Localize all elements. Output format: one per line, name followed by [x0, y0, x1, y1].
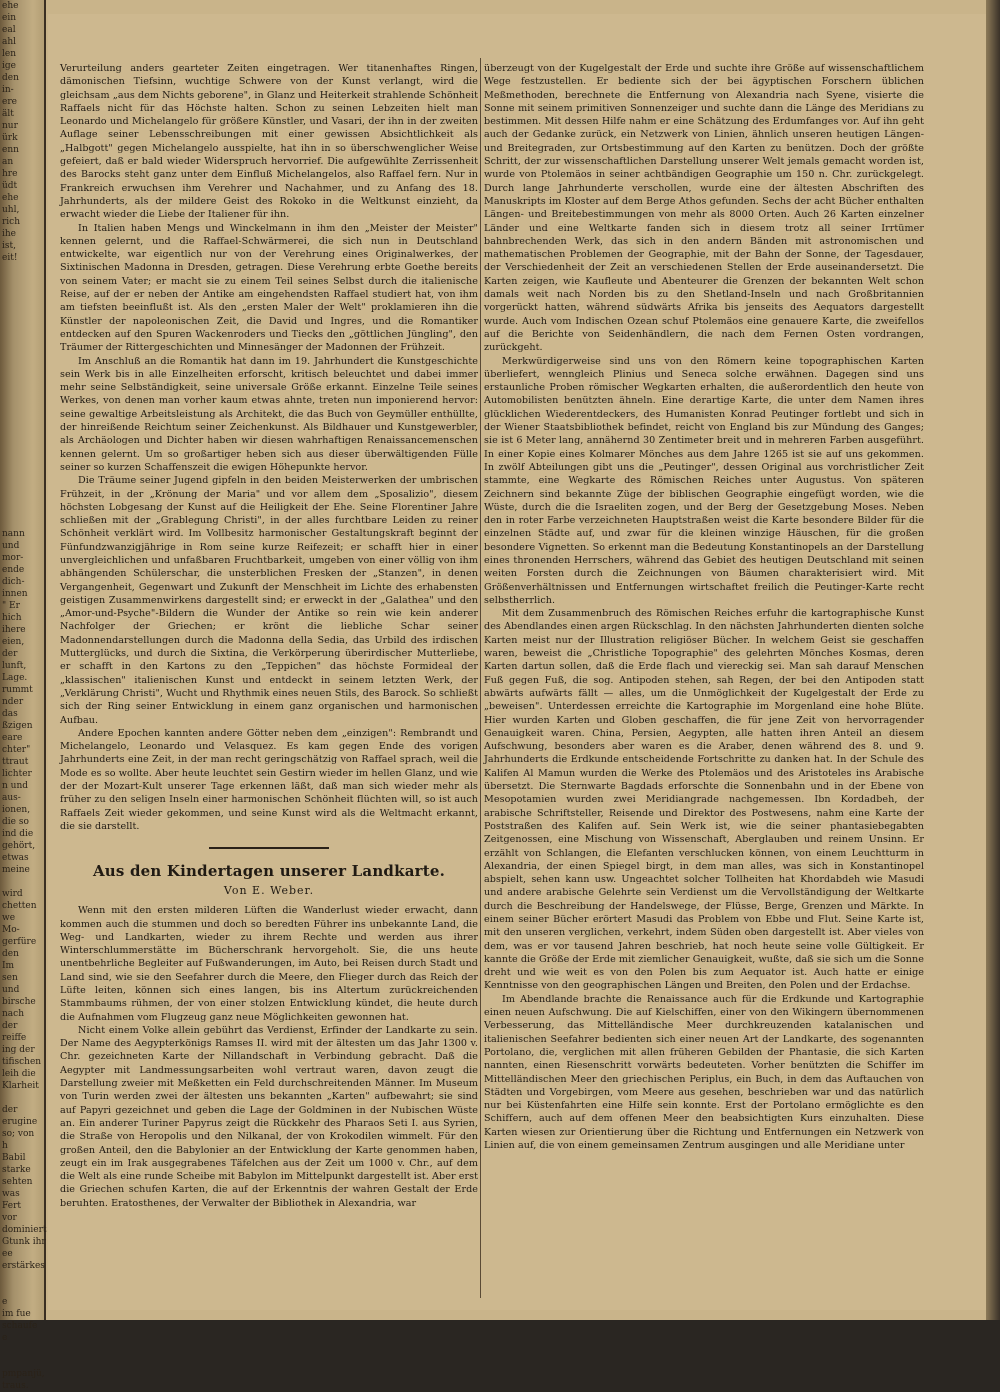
margin-fragment: nann	[2, 529, 25, 539]
margin-fragment: ere	[2, 97, 17, 107]
margin-fragment: und	[2, 541, 20, 551]
margin-fragment: innen	[2, 589, 28, 599]
margin-fragment: rummt	[2, 685, 33, 695]
margin-fragment: Fert	[2, 1201, 21, 1211]
margin-fragment: nach	[2, 1009, 24, 1019]
margin-fragment: ehe	[2, 1, 19, 11]
margin-fragment: Mo-	[2, 925, 20, 935]
margin-fragment: ing der	[2, 1045, 35, 1055]
margin-fragment: e	[2, 1297, 8, 1307]
margin-fragment: eien,	[2, 637, 25, 647]
margin-fragment: nder	[2, 697, 24, 707]
margin-fragment: ind die	[2, 829, 34, 839]
page-edge-shadow	[986, 0, 1000, 1320]
margin-fragment: uhl,	[2, 205, 20, 215]
margin-fragment	[0, 348, 44, 360]
column-divider	[480, 58, 481, 1298]
paragraph: Andere Epochen kannten andere Götter neben dem „einzigen": Rembrandt und Michelangelo, Leonardo und Velasquez. Es kam gegen Ende des vorigen Jahrhunderts eine Zeit, in der man recht geringschätzig von Raffael sprach, weil die Mode es so wollte. Aber heute leuchtet sein Gestirn wieder im hellen Glanz, und wie der der Mozart-Kult unserer Tage erkennen läßt, daß man sich wieder mehr als früher zu den seligen Inseln einer harmonischen Schönheit flüchten will, so ist auch Raffaels Zeit wieder gekommen, und seine Kunst wird als die Weltmacht erkannt, die sie darstellt.	[60, 727, 478, 832]
margin-fragment	[0, 1272, 44, 1284]
margin-fragment: chetten	[2, 901, 37, 911]
article-headline: Aus den Kindertagen unserer Landkarte.	[92, 862, 446, 881]
margin-fragment: ist,	[2, 241, 16, 251]
margin-fragment: e	[2, 1333, 8, 1343]
margin-fragment	[0, 420, 44, 432]
right-column	[484, 62, 924, 1152]
margin-fragment	[0, 408, 44, 420]
margin-fragment: ahl	[2, 37, 17, 47]
margin-fragment: vor	[2, 1213, 17, 1223]
margin-fragment: schaufe	[2, 1321, 38, 1331]
margin-fragment	[0, 444, 44, 456]
paragraph: Nicht einem Volke allein gebührt das Verdienst, Erfinder der Landkarte zu sein. Der Name des Aegypterkönigs Ramses II. wird mit der ältesten um das Jahr 1300 v. Chr. gezeichneten Karte der Nillandschaft in Verbindung gebracht. Daß die Aegypter mit Landmessungsarbeiten wohl vertraut waren, davon zeugt die Darstellung zweier mit Meßketten ein Feld durchschreitenden Männer. Im Museum von Turin werden zwei der ältesten uns bekannten „Karten" aufbewahrt; sie sind auf Papyri gezeichnet und geben die Lage der Goldminen in der Nubischen Wüste an. Ein anderer Turiner Papyrus zeigt die Rückkehr des Pharaos Seti I. aus Syrien, die Straße von Heropolis und den Nilkanal, der von Krokodilen wimmelt. Für den großen Anteil, den die Babylonier an der Entwicklung der Karte genommen haben, zeugt ein im Irak ausgegrabenes Täfelchen aus der Zeit um 1000 v. Chr., auf dem die Welt als eine runde Scheibe mit Babylon im Mittelpunkt dargestellt ist. Aber erst die Griechen schufen Karten, die auf der Erkenntnis der wahren Gestalt der Erde beruhten. Eratosthenes, der Verwalter der Bibliothek in Alexandria, war	[60, 1024, 478, 1209]
margin-fragment: ürk	[2, 133, 18, 143]
margin-fragment	[0, 360, 44, 372]
margin-fragment	[0, 504, 44, 516]
margin-fragment: ält	[2, 109, 14, 119]
margin-fragment: reiffe	[2, 1033, 27, 1043]
margin-fragment	[0, 372, 44, 384]
margin-fragment	[0, 324, 44, 336]
margin-fragment: hre	[2, 169, 18, 179]
margin-fragment: erstärkes	[2, 1261, 45, 1271]
paragraph: Verurteilung anders gearteter Zeiten eingetragen. Wer titanenhaftes Ringen, dämonischen Tiefsinn, wuchtige Schwere von der Kunst verlangt, wird die gleichsam „aus dem Nichts geborene", in Glanz und Heiterkeit strahlende Schönheit Raffaels nicht für das Höchste halten. Schon zu seinen Lebzeiten hielt man Leonardo und Michelangelo für größere Künstler, und Vasari, der ihn in der zweiten Auflage seiner Lebensschreibungen mit einer gewissen Absichtlichkeit als „Halbgott" gegen Michelangelo ausspielte, hat ihn in so überschwenglicher Weise gefeiert, daß er bald wieder Widerspruch hervorrief. Die aufgewühlte Zerrissenheit des Barocks steht ganz unter dem Einfluß Michelangelos, also Raffael fern. Nur in Frankreich erwuchsen ihm Verehrer und Nachahmer, und zu Anfang des 18. Jahrhunderts, als der mildere Geist des Rokoko in die Weltkunst einzieht, da erwacht wieder die Liebe der Italiener für ihn.	[60, 63, 478, 221]
margin-fragment	[0, 264, 44, 276]
margin-fragment	[0, 312, 44, 324]
raffael-article-continuation	[60, 62, 478, 833]
margin-fragment: eal	[2, 25, 16, 35]
margin-fragment: wird	[2, 889, 23, 899]
margin-fragment: starke	[2, 1165, 31, 1175]
margin-fragment: " Er	[2, 601, 20, 611]
margin-fragment: len	[2, 49, 17, 59]
margin-fragment: birsche	[2, 997, 36, 1007]
margin-fragment: ßzigen	[2, 721, 33, 731]
margin-fragment: traus.	[2, 1381, 29, 1391]
margin-fragment: ionen,	[2, 805, 31, 815]
margin-fragment	[0, 1344, 44, 1356]
margin-fragment	[0, 456, 44, 468]
margin-fragment: ihere	[2, 625, 26, 635]
margin-fragment: ein	[2, 13, 17, 23]
margin-fragment	[0, 876, 44, 888]
margin-fragment: sen	[2, 973, 18, 983]
margin-fragment: gerfüre	[2, 937, 37, 947]
margin-fragment: was	[2, 1189, 20, 1199]
margin-fragment: erugine	[2, 1117, 38, 1127]
margin-fragment: h	[2, 1141, 8, 1151]
margin-fragment: hich	[2, 613, 22, 623]
margin-fragment	[0, 1092, 44, 1104]
margin-fragment: enn	[2, 145, 19, 155]
margin-fragment: ee	[2, 1249, 13, 1259]
paragraph: Merkwürdigerweise sind uns von den Römern keine topographischen Karten überliefert, wenngleich Plinius und Seneca solche erwähnen. Dagegen sind uns erstaunliche Proben römischer Wegkarten erhalten, die außerordentlich den heute von Automobilisten benützten ähneln. Eine derartige Karte, die unter dem Namen ihres glücklichen Wiederentdeckers, des Humanisten Konrad Peutinger fortlebt und sich in der Wiener Staatsbibliothek befindet, reicht von England bis zur Mündung des Ganges; sie ist 6 Meter lang, annähernd 30 Zentimeter breit und in mehreren Farben ausgeführt. In einer Kopie eines Kolmarer Mönches aus dem Jahre 1265 ist sie auf uns gekommen. In zwölf Abteilungen gibt uns die „Peutinger", dessen Original aus vorchristlicher Zeit stammte, eine Wegkarte des Römischen Reiches unter Augustus. Von späteren Zeichnern sind bekannte Züge der biblischen Geographie eingefügt worden, wie die Wüste, durch die die Israeliten zogen, und der Berg der Gesetzgebung Moses. Neben den in roter Farbe verzeichneten Hauptstraßen weist die Karte besondere Bilder für die einzelnen Städte auf, und zwar für die kleinen winzige Häuschen, für die großen besondere Vignetten. So erkennt man die Bedeutung Konstantinopels an der Darstellung eines thronenden Herrschers, während das Gebiet des heutigen Deutschland mit seinen weiten Forsten durch die Zeichnungen von Bäumen charakterisiert wird. Mit Größenverhältnissen und Entfernungen wirtschaftet freilich die Peutinger-Karte recht selbstherrlich.	[484, 355, 924, 606]
margin-fragment	[0, 276, 44, 288]
margin-fragment: der	[2, 1105, 18, 1115]
margin-fragment: mor-	[2, 553, 24, 563]
margin-fragment: in-	[2, 85, 14, 95]
margin-fragment	[0, 288, 44, 300]
paragraph: Mit dem Zusammenbruch des Römischen Reiches erfuhr die kartographische Kunst des Abendlandes einen argen Rückschlag. In den nächsten Jahrhunderten dienten solche Karten meist nur der Illustration religiöser Bücher. In welchem Geist sie geschaffen waren, beweist die „Christliche Topographie" des gelehrten Mönches Kosmas, deren Karten dartun sollen, daß die Erde flach und viereckig sei. Man sah darauf Menschen Fuß gegen Fuß, die sog. Antipoden stehen, sah Regen, der bei den Antipoden statt abwärts aufwärts fällt — alles, um die Unmöglichkeit der Kugelgestalt der Erde zu „beweisen". Unterdessen erreichte die Kartographie im Morgenland eine hohe Blüte. Hier wurden Karten und Globen geschaffen, die für jene Zeit von hervorragender Genauigkeit waren. China, Persien, Aegypten, alle hatten ihren Anteil an diesem Aufschwung, besonders aber waren es die Araber, denen während des 8. und 9. Jahrhunderts die Erdkunde entscheidende Fortschritte zu danken hat. In der Schule des Kalifen Al Mamun wurden die Werke des Ptolemäos und des Aristoteles ins Arabische übersetzt. Die Sternwarte Bagdads erforschte die Sonnenbahn und in der Ebene von Mesopotamien wurden zwei Meridiangrade nachgemessen. Ibn Kordadbeh, der arabische Schriftsteller, Reisende und Direktor des Postwesens, nahm eine Karte der Poststraßen des Kalifen auf. Sein Werk ist, wie die seiner phantasiebegabten Zeitgenossen, eine Mischung von Wissenschaft, Aberglauben und reinem Unsinn. Er erzählt von Schlangen, die Elefanten verschlucken können, von einem Leuchtturm in Alexandria, der einen Spiegel birgt, in dem man alles, was sich in Konstantinopel abspielt, sehen kann usw. Ungeachtet solcher Tollheiten hat Khordabdeh wie Masudi und andere arabische Gelehrte sein Verdienst um die Vervollständigung der Weltkarte durch die Beschreibung der Handelswege, der Flüsse, Berge, Grenzen und Märkte. In einem seiner Bücher erörtert Masudi das Problem von Ebbe und Flut. Seine Karte ist, mit den unseren verglichen, verkehrt, indem Süden oben dargestellt ist. Aber vieles von dem, was er vor tausend Jahren beschrieb, hat noch heute seine volle Gültigkeit. Er kannte die Größe der Erde mit ziemlicher Genauigkeit, wußte, daß sie sich um die Sonne dreht und wie weit es von den Polen bis zum Aequator ist. Auch hatte er einige Kenntnisse von den geographischen Längen und Breiten, den Polen und der Erdachse.	[484, 608, 924, 992]
margin-fragment: die so	[2, 817, 29, 827]
margin-fragment	[0, 300, 44, 312]
margin-fragment: nur	[2, 121, 18, 131]
margin-fragment	[0, 396, 44, 408]
margin-fragment: im fue	[2, 1309, 31, 1319]
margin-fragment: Lage.	[2, 673, 28, 683]
margin-fragment: der	[2, 649, 18, 659]
margin-fragment: Gtunk ihr	[2, 1237, 46, 1247]
margin-fragment: dominiert	[2, 1225, 47, 1235]
paragraph: überzeugt von der Kugelgestalt der Erde und suchte ihre Größe auf wissenschaftlichem Wege festzustellen. Er bediente sich der bei ägyptischen Forschern üblichen Meßmethoden, berechnete die Entfernung von Alexandria nach Syene, visierte die Sonne mit seinem primitiven Sonnenzeiger und suchte dann die Länge des Meridians zu bestimmen. Mit dessen Hilfe nahm er eine Schätzung des Erdumfanges vor. Auf ihn geht auch der Gedanke zurück, ein Netzwerk von Linien, ähnlich unseren heutigen Längen- und Breitegraden, zur Ortsbestimmung auf den Karten zu benützen. Doch der größte Schritt, der zur wissenschaftlichen Darstellung unserer Welt jemals gemacht worden ist, wurde von Ptolemäos in seiner achtbändigen Geographie um 150 n. Chr. zurückgelegt. Durch lange Jahrhunderte verschollen, wurde eine der ältesten Abschriften des Manuskripts im Kloster auf dem Berge Athos gefunden. Sechs der acht Bücher enthalten Längen- und Breitebestimmungen von mehr als 8000 Orten. Auch 26 Karten einzelner Länder und eine Weltkarte fanden sich in diesem trotz all seiner Irrtümer bahnbrechenden Werk, das sich in den andern Bänden mit astronomischen und mathematischen Problemen der Geographie, mit der Bahn der Sonne, der Tagesdauer, der Verschiedenheit der Zeit an verschiedenen Stellen der Erde auseinandersetzt. Die Karten zeigen, wie Kaufleute und Abenteurer die Grenzen der bekannten Welt schon damals weit nach Norden bis zu den Shetland-Inseln und nach Großbritannien vorgerückt hatten, während südwärts Afrika bis jenseits des Aequators dargestellt wurde. Auch vom Indischen Ozean schuf Ptolemäos eine genauere Karte, die zweifellos auf die Berichte von Seidenhändlern, die nach dem Fernen Osten vordrangen, zurückgeht.	[484, 63, 924, 354]
margin-fragment: Im	[2, 961, 15, 971]
margin-fragment: und	[2, 985, 20, 995]
paragraph: In Italien haben Mengs und Winckelmann in ihm den „Meister der Meister" kennen gelernt, und die Raffael-Schwärmerei, die sich nun in Deutschland entwickelte, war eigentlich nur von der Verehrung eines Originalwerkes, der Sixtinischen Madonna in Dresden, getragen. Diese Verehrung erbte Goethe bereits von seinem Vater; er macht sie zu einem Teil seines Selbst durch die italienische Reise, auf der er neben der Antike am eingehendsten Raffael studiert hat, von ihm am tiefsten beeinflußt ist. Als den „ersten Maler der Welt" proklamieren ihn die Künstler der napoleonischen Zeit, die David und Ingres, und die Romantiker entdecken auf den Spuren Wackenroders und Tiecks den „göttlichen Jüngling", den Träumer der Rittergeschichten und Minnesänger der Madonnen der Frühzeit.	[60, 222, 478, 354]
margin-fragment	[0, 336, 44, 348]
paragraph: Im Anschluß an die Romantik hat dann im 19. Jahrhundert die Kunstgeschichte sein Werk bis in alle Einzelheiten erforscht, kritisch beleuchtet und dabei immer mehr seine Selbständigkeit, seine universale Größe erkannt. Einzelne Teile seines Werkes, von denen man vorher kaum etwas ahnte, treten nun imponierend hervor: seine gewaltige Arbeitsleistung als Architekt, die das Buch von Geymüller enthüllte, der hinreißende Reichtum seiner Zeichenkunst. Als Bildhauer und Kunstgewerbler, als Archäologen und Dichter haben wir diesen wahrhaftigen Renaissancemenschen kennen gelernt. Um so großartiger heben sich aus dieser überwältigenden Fülle seiner so kurzen Schaffenszeit die ewigen Höhepunkte hervor.	[60, 355, 478, 473]
margin-fragment: ihe	[2, 229, 17, 239]
adjacent-page-margin	[0, 0, 47, 1391]
margin-fragment: so; von	[2, 1129, 35, 1139]
margin-fragment	[0, 1356, 44, 1368]
margin-fragment: Babil	[2, 1153, 26, 1163]
margin-fragment: eare	[2, 733, 23, 743]
margin-fragment: ige	[2, 61, 16, 71]
margin-fragment: pmpanjü,	[2, 1369, 45, 1379]
margin-fragment: chter"	[2, 745, 31, 755]
newspaper-sheet	[48, 14, 986, 1310]
article-byline: Von E. Weber.	[223, 884, 315, 898]
margin-fragment: dich-	[2, 577, 25, 587]
landkarte-article-continuation	[484, 62, 924, 1152]
margin-fragment: Klarheit	[2, 1081, 39, 1091]
margin-fragment: lichter	[2, 769, 32, 779]
margin-fragment: etwas	[2, 853, 29, 863]
margin-fragment: üdt	[2, 181, 18, 191]
margin-fragment: meine	[2, 865, 30, 875]
left-column	[60, 62, 478, 1210]
margin-fragment: lunft,	[2, 661, 27, 671]
margin-fragment: leih die	[2, 1069, 36, 1079]
margin-fragment: n und	[2, 781, 29, 791]
margin-fragment: sehten	[2, 1177, 33, 1187]
margin-fragment: ende	[2, 565, 25, 575]
margin-fragment	[0, 468, 44, 480]
paragraph: Die Träume seiner Jugend gipfeln in den beiden Meisterwerken der umbrischen Frühzeit, in der „Krönung der Maria" und vor allem dem „Sposalizio", diesem höchsten Lobgesang der Kunst auf die Heiligkeit der Ehe. Seine Florentiner Jahre schließen mit der „Grablegung Christi", in der alles furchtbare Leiden zu reiner Schönheit verklärt wird. Im Vollbesitz harmonischer Gestaltungskraft beginnt der Fünfundzwanzigjährige in Rom seine kurze Reifezeit; er schafft hier in einer unvergleichlichen und unfaßbaren Fruchtbarkeit, umgeben von einer völlig von ihm abhängenden Schülerschar, die unsterblichen Fresken der „Stanzen", in denen Vergangenheit, Gegenwart und Zukunft der Menschheit im Lichte des erhabensten geistigen Zusammenwirkens dargestellt sind; er erweckt in der „Galathea" und den „Amor-und-Psyche"-Bildern die Wunder der Antike so rein wie kein anderer Nachfolger der Griechen; er krönt die liebliche Schar seiner Madonnendarstellungen durch die Madonna della Sedia, das Urbild des irdischen Mutterglücks, und durch die Sixtina, die Verkörperung überirdischer Mutterliebe, er schafft in den Kartons zu den „Teppichen" das höchste Formideal der „klassischen" italienischen Kunst und entdeckt in seinem letzten Werk, der „Verklärung Christi", Wucht und Rhythmik eines neuen Stils, des Barock. So schließt sich der Ring seiner Entwicklung in einem ganz organischen und harmonischen Aufbau.	[60, 475, 478, 726]
landkarte-article-body	[60, 904, 478, 1210]
margin-fragment	[0, 492, 44, 504]
margin-fragment: an	[2, 157, 14, 167]
paragraph: Wenn mit den ersten milderen Lüften die Wanderlust wieder erwacht, dann kommen auch die stummen und doch so beredten Führer ins unbekannte Land, die Weg- und Landkarten, wieder zu ihrem Rechte und werden aus ihrer Winterschlummerstätte im Bücherschrank hervorgeholt. Sie, die uns heute unentbehrliche Begleiter auf Fußwanderungen, im Auto, bei Reisen durch Stadt und Land sind, wie sie den Seefahrer durch die Meere, den Flieger durch das Reich der Lüfte leiten, können sich eines langen, bis ins Altertum zurückreichenden Stammbaums rühmen, der von einer stolzen Entwicklung kündet, die heute durch die Aufnahmen vom Flugzeug ganz neue Möglichkeiten gewonnen hat.	[60, 905, 478, 1023]
margin-fragment	[0, 384, 44, 396]
margin-fragment: den	[2, 949, 19, 959]
margin-fragment	[0, 1284, 44, 1296]
paragraph: Im Abendlande brachte die Renaissance auch für die Erdkunde und Kartographie einen neuen Aufschwung. Die auf Kielschiffen, einer von den Wikingern übernommenen Verbesserung, das Mittelländische Meer durchkreuzenden katalanischen und italienischen Seefahrer bedienten sich einer neuen Art der Landkarte, des sogenannten Portolano, die, verglichen mit allen früheren Gebilden der Phantasie, die sich Karten nannten, einen Riesenschritt vorwärts bedeuteten. Vorher benützten die Schiffer im Mittelländischen Meer den griechischen Periplus, ein Buch, in dem das Auftauchen von Städten und Vorgebirgen, vom Meere aus gesehen, beschrieben war und das natürlich nur bei Küstenfahrten eine Hilfe sein konnte. Erst der Portolano ermöglichte es den Schiffern, auch auf dem offenen Meer den beabsichtigten Kurs einzuhalten. Diese Karten wiesen zur Orientierung über die Richtung und Entfernungen ein Netzwerk von Linien auf, die von einem gemeinsamen Zentrum ausgingen und alle Meridiane unter	[484, 993, 924, 1152]
article-separator	[209, 847, 329, 849]
margin-fragment	[0, 516, 44, 528]
margin-fragment: eit!	[2, 253, 18, 263]
margin-fragment: ehe	[2, 193, 19, 203]
margin-fragment	[0, 480, 44, 492]
margin-fragment: tifischen	[2, 1057, 42, 1067]
margin-fragment: das	[2, 709, 18, 719]
margin-fragment: gehört,	[2, 841, 36, 851]
margin-fragment: rich	[2, 217, 21, 227]
margin-fragment: den	[2, 73, 19, 83]
margin-fragment	[0, 432, 44, 444]
margin-fragment: der	[2, 1021, 18, 1031]
margin-fragment: we	[2, 913, 16, 923]
margin-fragment: ttraut	[2, 757, 29, 767]
margin-fragment: aus-	[2, 793, 21, 803]
